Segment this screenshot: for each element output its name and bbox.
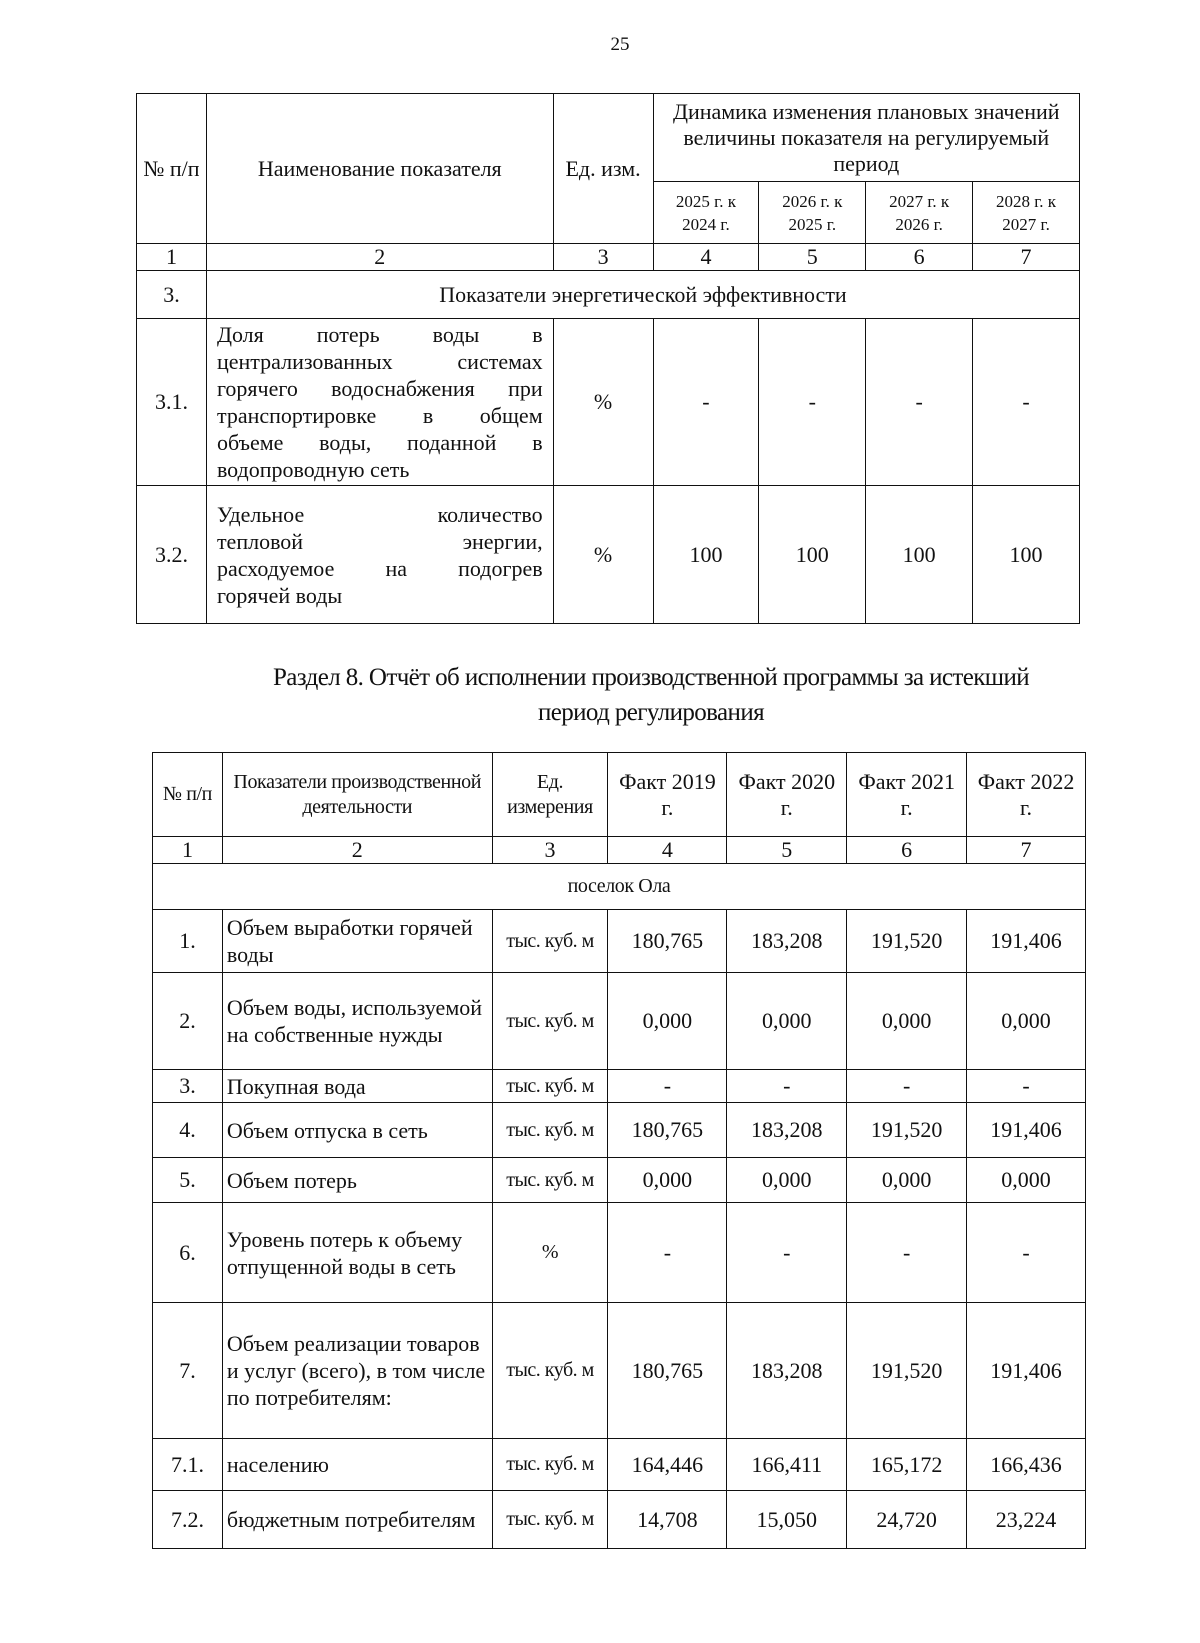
- row-unit: тыс. куб. м: [492, 1103, 608, 1158]
- row-value: 164,446: [608, 1439, 727, 1491]
- header-period: 2025 г. к 2024 г.: [653, 182, 759, 244]
- header-period: 2028 г. к 2027 г.: [973, 182, 1080, 244]
- row-value: -: [608, 1070, 727, 1103]
- table-row: [153, 1070, 1086, 1103]
- header-num: № п/п: [137, 94, 207, 244]
- col-number: 7: [967, 837, 1086, 864]
- row-unit: тыс. куб. м: [492, 973, 608, 1070]
- table-row: [153, 1203, 1086, 1303]
- row-name-line: тепловой энергии,: [216, 528, 543, 554]
- energy-efficiency-table: [136, 93, 1080, 624]
- header-unit: Ед. изм.: [553, 94, 653, 244]
- header-unit: Ед. измерения: [492, 753, 608, 837]
- row-value: 100: [866, 486, 973, 624]
- row-name-line: транспортировке в общем: [216, 403, 543, 428]
- row-value: 180,765: [608, 1103, 727, 1158]
- row-name-line: горячей воды: [216, 582, 343, 608]
- table-row: [153, 910, 1086, 973]
- col-number: 4: [653, 244, 759, 271]
- row-num: 7.1.: [153, 1439, 223, 1491]
- header-year: Факт 2020 г.: [727, 753, 847, 837]
- row-name-line: централизованных системах: [216, 349, 543, 374]
- row-value: 0,000: [608, 973, 727, 1070]
- row-name: [206, 319, 553, 486]
- header-year: Факт 2021 г.: [847, 753, 967, 837]
- row-num: 7.2.: [153, 1491, 223, 1549]
- row-value: 191,406: [967, 1303, 1086, 1439]
- row-unit: %: [553, 486, 653, 624]
- table-row: [153, 973, 1086, 1070]
- col-number: 1: [153, 837, 223, 864]
- row-value: 191,520: [847, 1103, 967, 1158]
- row-unit: %: [553, 319, 653, 486]
- table-row: [153, 1303, 1086, 1439]
- row-unit: тыс. куб. м: [492, 1491, 608, 1549]
- table-row: [153, 1439, 1086, 1491]
- row-name: Объем потерь: [222, 1158, 492, 1203]
- row-value: 0,000: [967, 973, 1086, 1070]
- row-value: 183,208: [727, 1303, 847, 1439]
- row-num: 7.: [153, 1303, 223, 1439]
- row-name: Уровень потерь к объему отпущенной воды в сеть: [222, 1203, 492, 1303]
- row-num: 1.: [153, 910, 223, 973]
- section-heading-line: период регулирования: [537, 699, 765, 726]
- row-value: 100: [973, 486, 1080, 624]
- row-value: 191,520: [847, 910, 967, 973]
- row-value: 0,000: [967, 1158, 1086, 1203]
- table-row: [137, 319, 1080, 486]
- row-num: 6.: [153, 1203, 223, 1303]
- header-year: Факт 2022 г.: [967, 753, 1086, 837]
- row-name: населению: [222, 1439, 492, 1491]
- row-name-line: водопроводную сеть: [216, 457, 410, 482]
- section-num: 3.: [137, 271, 207, 319]
- row-value: -: [866, 319, 973, 486]
- row-name-line: объеме воды, поданной в: [216, 430, 543, 455]
- row-value: 191,520: [847, 1303, 967, 1439]
- row-value: 0,000: [727, 1158, 847, 1203]
- row-name: Объем выработки горячей воды: [222, 910, 492, 973]
- row-value: 183,208: [727, 1103, 847, 1158]
- row-value: -: [847, 1203, 967, 1303]
- row-value: 0,000: [847, 973, 967, 1070]
- header-period: 2026 г. к 2025 г.: [759, 182, 866, 244]
- row-value: 191,406: [967, 1103, 1086, 1158]
- row-name-line: Доля потерь воды в: [216, 322, 543, 347]
- col-number: 2: [206, 244, 553, 271]
- col-number: 6: [847, 837, 967, 864]
- production-report-table: [152, 752, 1086, 1549]
- row-unit: тыс. куб. м: [492, 1439, 608, 1491]
- row-name-line: расходуемое на подогрев: [216, 555, 543, 581]
- row-value: 165,172: [847, 1439, 967, 1491]
- row-name: [206, 486, 553, 624]
- row-value: 191,406: [967, 910, 1086, 973]
- col-number: 2: [222, 837, 492, 864]
- col-number: 4: [608, 837, 727, 864]
- row-value: 0,000: [847, 1158, 967, 1203]
- col-number: 1: [137, 244, 207, 271]
- col-number: 7: [973, 244, 1080, 271]
- section-heading: [236, 660, 1066, 730]
- row-value: -: [608, 1203, 727, 1303]
- col-number: 5: [727, 837, 847, 864]
- row-value: -: [967, 1203, 1086, 1303]
- row-value: -: [653, 319, 759, 486]
- row-unit: тыс. куб. м: [492, 910, 608, 973]
- header-name: Показатели производственной деятельности: [222, 753, 492, 837]
- row-value: -: [973, 319, 1080, 486]
- row-value: 15,050: [727, 1491, 847, 1549]
- row-unit: тыс. куб. м: [492, 1303, 608, 1439]
- row-value: -: [847, 1070, 967, 1103]
- row-num: 2.: [153, 973, 223, 1070]
- row-name-line: горячего водоснабжения при: [216, 376, 543, 401]
- row-num: 3.2.: [137, 486, 207, 624]
- row-value: -: [727, 1070, 847, 1103]
- page-number: 25: [610, 34, 630, 55]
- header-num: № п/п: [153, 753, 223, 837]
- row-value: 14,708: [608, 1491, 727, 1549]
- col-number: 3: [553, 244, 653, 271]
- header-year: Факт 2019 г.: [608, 753, 727, 837]
- header-name: Наименование показателя: [206, 94, 553, 244]
- col-number: 6: [866, 244, 973, 271]
- row-value: 24,720: [847, 1491, 967, 1549]
- row-name: бюджетным потребителям: [222, 1491, 492, 1549]
- row-name: Объем отпуска в сеть: [222, 1103, 492, 1158]
- row-value: -: [727, 1203, 847, 1303]
- row-num: 3.1.: [137, 319, 207, 486]
- table-row: [153, 1491, 1086, 1549]
- row-num: 5.: [153, 1158, 223, 1203]
- row-value: 100: [653, 486, 759, 624]
- row-unit: тыс. куб. м: [492, 1158, 608, 1203]
- row-name: Объем реализации товаров и услуг (всего), в том числе по потребителям:: [222, 1303, 492, 1439]
- row-name: Объем воды, используемой на собственные нужды: [222, 973, 492, 1070]
- col-number: 5: [759, 244, 866, 271]
- section-heading-line: Раздел 8. Отчёт об исполнении производственной программы за истекший: [272, 664, 1030, 691]
- header-period: 2027 г. к 2026 г.: [866, 182, 973, 244]
- row-name-line: Удельное количество: [216, 501, 543, 527]
- table-row: [153, 1158, 1086, 1203]
- row-value: -: [967, 1070, 1086, 1103]
- group-title: поселок Ола: [153, 864, 1086, 910]
- row-value: 23,224: [967, 1491, 1086, 1549]
- row-unit: %: [492, 1203, 608, 1303]
- table-row: [137, 486, 1080, 624]
- row-value: -: [759, 319, 866, 486]
- row-value: 166,411: [727, 1439, 847, 1491]
- row-value: 0,000: [608, 1158, 727, 1203]
- row-name: Покупная вода: [222, 1070, 492, 1103]
- row-value: 166,436: [967, 1439, 1086, 1491]
- row-unit: тыс. куб. м: [492, 1070, 608, 1103]
- row-num: 3.: [153, 1070, 223, 1103]
- row-value: 183,208: [727, 910, 847, 973]
- col-number: 3: [492, 837, 608, 864]
- row-value: 100: [759, 486, 866, 624]
- row-value: 180,765: [608, 910, 727, 973]
- row-value: 180,765: [608, 1303, 727, 1439]
- section-title: Показатели энергетической эффективности: [206, 271, 1079, 319]
- table-row: [153, 1103, 1086, 1158]
- row-value: 0,000: [727, 973, 847, 1070]
- header-dynamics: Динамика изменения плановых значений величины показателя на регулируемый период: [653, 94, 1079, 182]
- row-num: 4.: [153, 1103, 223, 1158]
